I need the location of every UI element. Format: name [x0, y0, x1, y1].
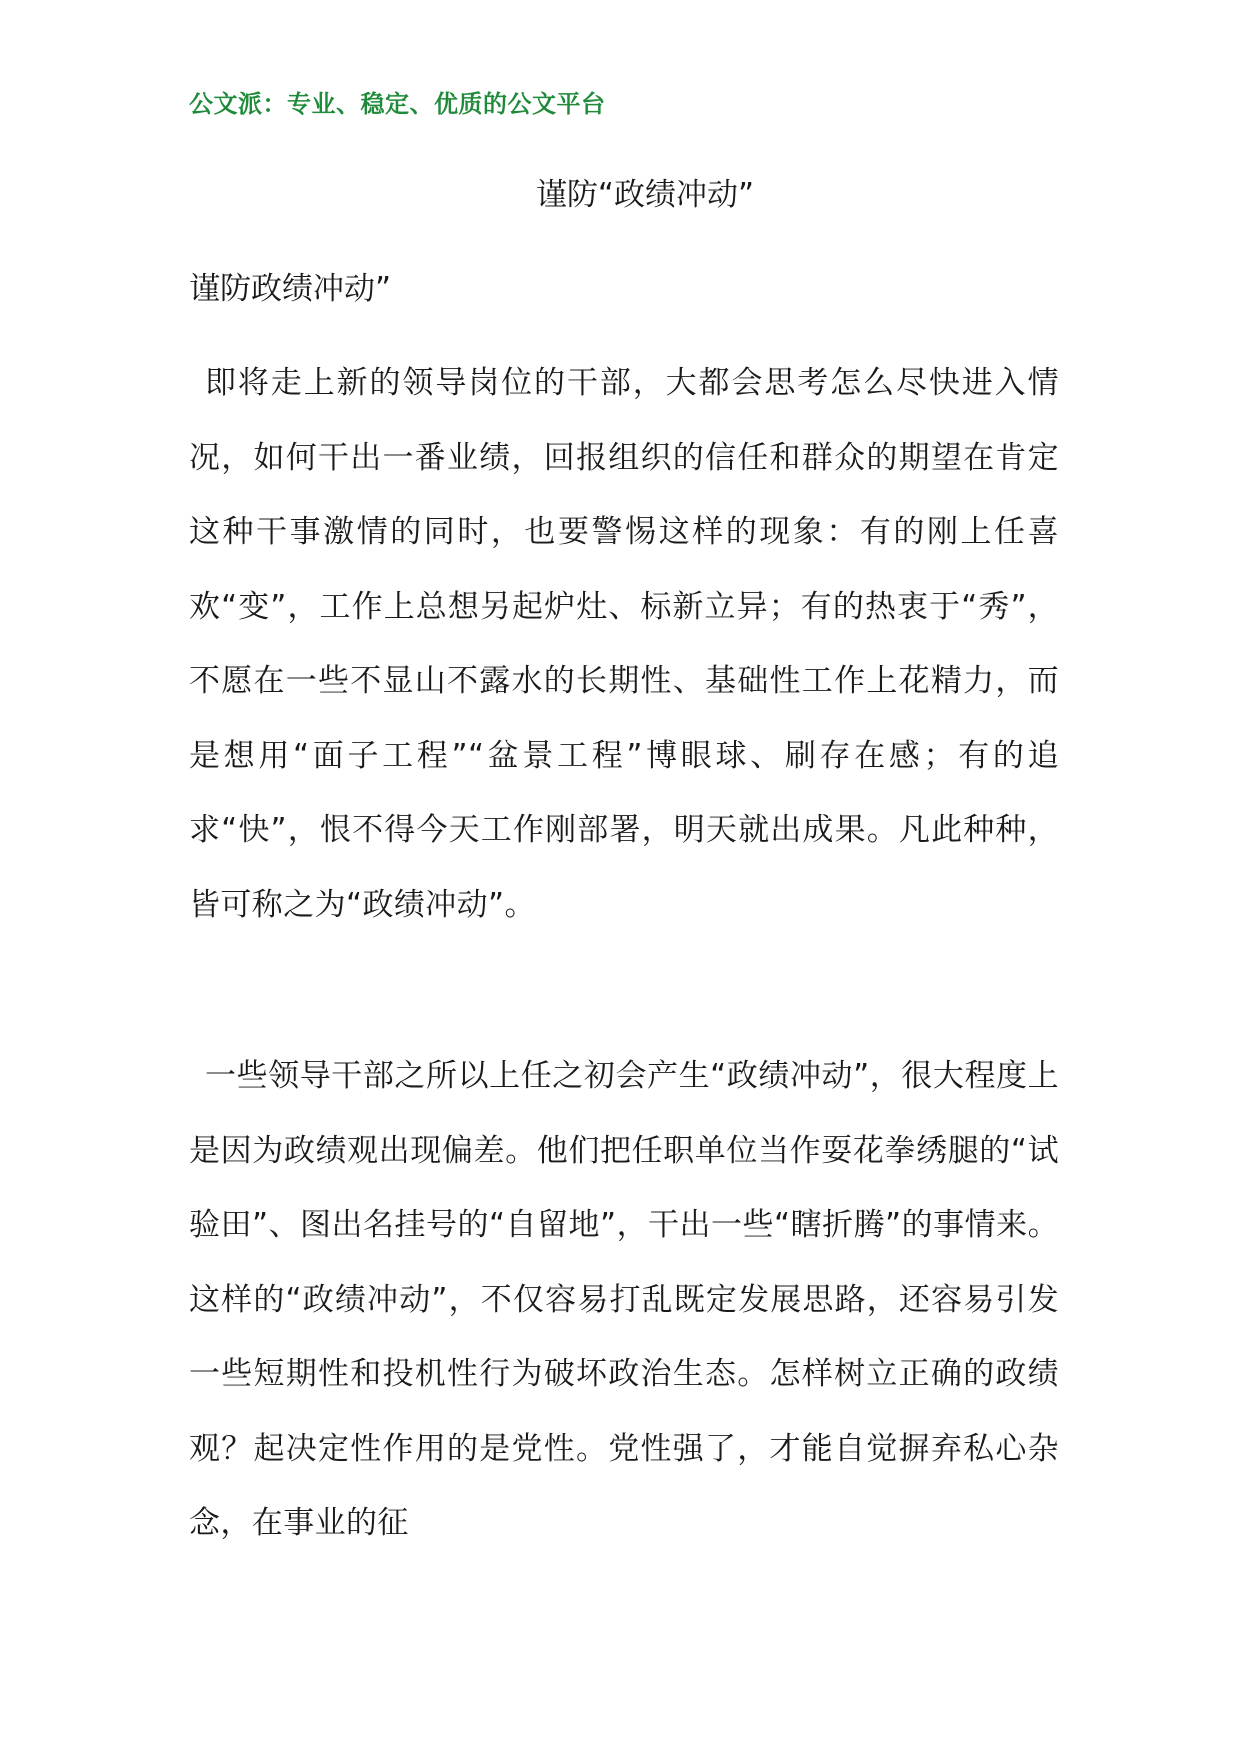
document-title: 谨防“政绩冲动” [535, 177, 755, 213]
document-subtitle: 谨防政绩冲动” [189, 271, 392, 307]
body-paragraph: 即将走上新的领导岗位的干部，大都会思考怎么尽快进入情况，如何干出一番业绩，回报组织的信任和群众的期望在肯定这种干事激情的同时，也要警惕这样的现象：有的刚上任喜欢“变”，工作上总想另起炉灶、标新立异；有的热衷于“秀”，不愿在一些不显山不露水的长期性、基础性工作上花精力，而是想用“面子工程”“盆景工程”博眼球、刷存在感；有的追求“快”，恨不得今天工作刚部署，明天就出成果。凡此种种，皆可称之为“政绩冲动”。 [189, 365, 1059, 923]
site-banner: 公文派：专业、稳定、优质的公文平台 [189, 89, 606, 118]
body-paragraph: 一些领导干部之所以上任之初会产生“政绩冲动”，很大程度上是因为政绩观出现偏差。他们把任职单位当作耍花拳绣腿的“试验田”、图出名挂号的“自留地”，干出一些“瞎折腾”的事情来。这样的“政绩冲动”，不仅容易打乱既定发展思路，还容易引发一些短期性和投机性行为破坏政治生态。怎样树立正确的政绩观？起决定性作用的是党性。党性强了，才能自觉摒弃私心杂念，在事业的征 [189, 1058, 1059, 1541]
